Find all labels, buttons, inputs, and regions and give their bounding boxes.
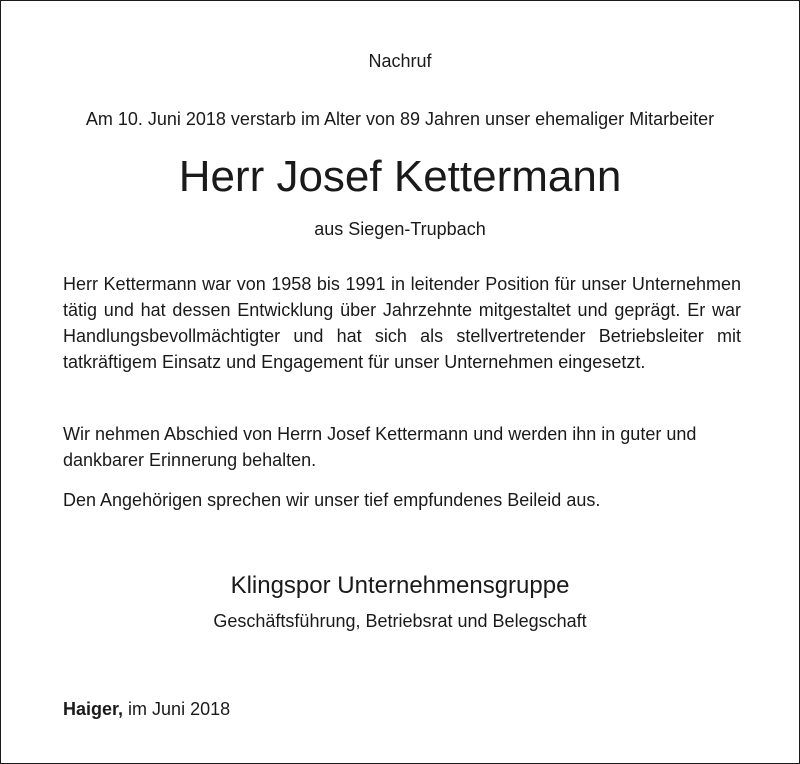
paragraph-career: Herr Kettermann war von 1958 bis 1991 in leitender Position für unser Unternehmen tätig und hat dessen Entwicklung über Jahrzehnte mitgestaltet und geprägt. Er war Handlungsbevollmächtigter und hat sich als stellvertretender Betriebsleiter mit tatkräftigem Einsatz und Engagement für unser Unternehmen eingesetzt.	[63, 274, 741, 372]
paragraph-farewell: Wir nehmen Abschied von Herrn Josef Kettermann und werden ihn in guter und dankbarer Erinnerung behalten.	[63, 424, 697, 470]
notice-heading: Nachruf	[368, 51, 432, 71]
deceased-origin: aus Siegen-Trupbach	[314, 219, 486, 239]
dateline-date: im Juni 2018	[128, 699, 231, 719]
notice-intro: Am 10. Juni 2018 verstarb im Alter von 89 Jahren unser ehemaliger Mitarbeiter	[85, 109, 715, 129]
company-departments: Geschäftsführung, Betriebsrat und Belegschaft	[213, 611, 587, 631]
dateline-place: Haiger,	[63, 699, 124, 719]
dateline	[63, 697, 230, 721]
company-name: Klingspor Unternehmensgruppe	[230, 572, 570, 599]
paragraph-condolence: Den Angehörigen sprechen wir unser tief empfundenes Beileid aus.	[63, 490, 601, 510]
deceased-name: Herr Josef Kettermann	[178, 152, 622, 201]
